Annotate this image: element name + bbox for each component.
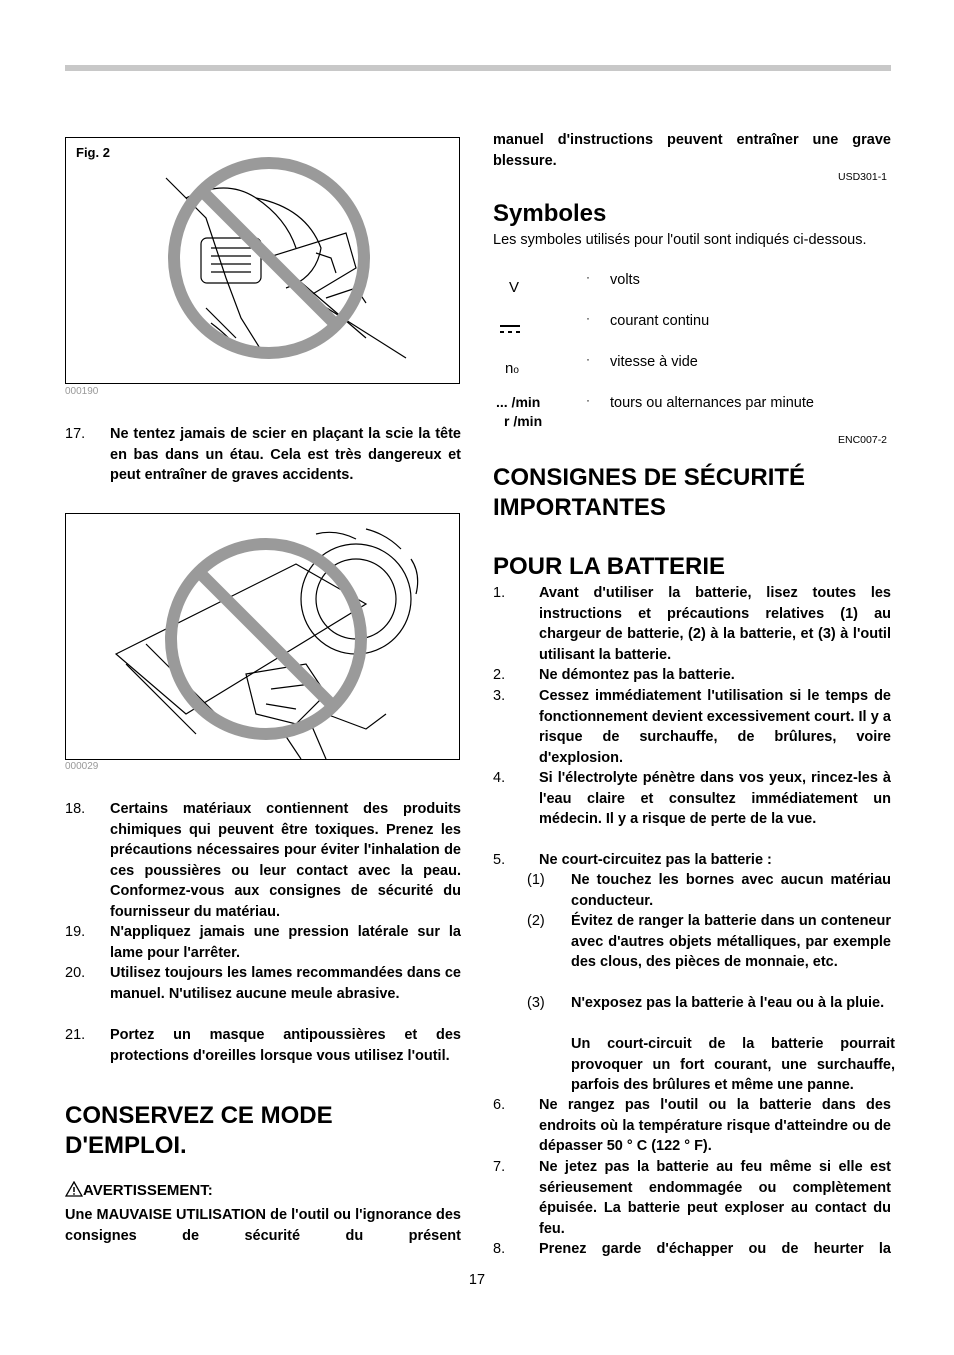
item-number: 5. bbox=[493, 852, 506, 868]
item-number: 6. bbox=[493, 1097, 506, 1113]
item-number: 20. bbox=[65, 965, 86, 981]
battery-item-2 bbox=[493, 665, 891, 686]
warning-continued: manuel d'instructions peuvent entraîner une grave blessure. bbox=[493, 132, 891, 169]
symbol-dot: · bbox=[586, 352, 590, 366]
warning-title: AVERTISSEMENT: bbox=[83, 1182, 213, 1199]
battery-item-1 bbox=[493, 583, 891, 665]
figure-2-code: 000190 bbox=[65, 386, 99, 397]
list-item-21 bbox=[65, 1025, 461, 1066]
symbol-meaning: courant continu bbox=[610, 313, 710, 329]
figure-3-code: 000029 bbox=[65, 761, 99, 772]
figure-label: Fig. 2 bbox=[76, 145, 110, 160]
code-enc007: ENC007-2 bbox=[838, 434, 888, 446]
item-text: Ne touchez les bornes avec aucun matériau conducteur. bbox=[571, 872, 891, 909]
figure-3-illustration bbox=[66, 514, 459, 759]
direct-current-icon bbox=[499, 323, 521, 335]
symbol-dot: · bbox=[586, 393, 590, 407]
header-rule bbox=[65, 65, 891, 71]
page-number: 17 bbox=[468, 1272, 486, 1288]
item-number: 4. bbox=[493, 770, 506, 786]
item-number: (1) bbox=[527, 872, 545, 888]
item-text: Cessez immédiatement l'utilisation si le temps de fonctionnement devient excessivement court. Il y a risque de surchauffe, de brûlures, voire d'explosion. bbox=[539, 688, 891, 766]
save-manual-heading: CONSERVEZ CE MODE D'EMPLOI. bbox=[65, 1102, 333, 1159]
symbol-dot: · bbox=[586, 270, 590, 284]
item-text: Ne tentez jamais de scier en plaçant la scie la tête en bas dans un étau. Cela est très dangereux et peut entraîner de graves accidents. bbox=[110, 426, 461, 483]
symbol-meaning: volts bbox=[610, 272, 640, 288]
item-number: 2. bbox=[493, 667, 506, 683]
symbol-n: n bbox=[505, 360, 514, 377]
warning-triangle-icon bbox=[65, 1181, 83, 1197]
warning-text: Une MAUVAISE UTILISATION de l'outil ou l'ignorance des consignes de sécurité du présent bbox=[65, 1207, 461, 1244]
item-number: 8. bbox=[493, 1241, 506, 1257]
safety-heading-line1: CONSIGNES DE SÉCURITÉ bbox=[493, 464, 806, 491]
item-text: N'exposez pas la batterie à l'eau ou à la pluie. bbox=[571, 995, 885, 1011]
item-text: Si l'électrolyte pénètre dans vos yeux, rincez-les à l'eau claire et consultez immédiatement un médecin. Il y a risque de perte de la vue. bbox=[539, 770, 891, 827]
battery-subitem-2 bbox=[493, 911, 891, 973]
battery-item-6 bbox=[493, 1095, 891, 1157]
item-number: 19. bbox=[65, 924, 86, 940]
code-usd301: USD301-1 bbox=[838, 171, 888, 183]
item-text: Ne rangez pas l'outil ou la batterie dans des endroits où la température risque d'atteindre ou de dépasser 50 ° C (122 ° F). bbox=[539, 1097, 891, 1154]
symbol-per-minute: ... /min bbox=[496, 394, 541, 410]
battery-item-5 bbox=[493, 850, 891, 871]
list-item-18 bbox=[65, 799, 461, 922]
symbol-dot: · bbox=[586, 311, 590, 325]
item-text: Utilisez toujours les lames recommandées dans ce manuel. N'utilisez aucune meule abrasive. bbox=[110, 965, 461, 1002]
figure-2-illustration bbox=[66, 138, 459, 383]
battery-item-3 bbox=[493, 686, 891, 768]
item-text: N'appliquez jamais une pression latérale sur la lame pour l'arrêter. bbox=[110, 924, 461, 961]
item-text: Avant d'utiliser la batterie, lisez toutes les instructions et précautions relatives (1) au chargeur de batterie, (2) à la batterie, et (3) à l'outil utilisant la batterie. bbox=[539, 585, 891, 663]
list-item-20 bbox=[65, 963, 461, 1004]
item-text: Prenez garde d'échapper ou de heurter la bbox=[539, 1241, 891, 1257]
warning-title-row bbox=[65, 1181, 213, 1199]
battery-item-8 bbox=[493, 1239, 891, 1260]
item-number: 3. bbox=[493, 688, 506, 704]
symbol-meaning: tours ou alternances par minute bbox=[610, 395, 814, 411]
list-item-19 bbox=[65, 922, 461, 963]
item-number: 17. bbox=[65, 426, 86, 442]
battery-subitem-3 bbox=[493, 993, 891, 1014]
item-text: Ne court-circuitez pas la batterie : bbox=[539, 852, 772, 868]
item-text: Évitez de ranger la batterie dans un conteneur avec d'autres objets métalliques, par exemple des clous, des pièces de monnaie, etc. bbox=[571, 913, 891, 970]
battery-item-7 bbox=[493, 1157, 891, 1239]
battery-subitem-1 bbox=[493, 870, 891, 911]
battery-subitem-3-note: Un court-circuit de la batterie pourrait provoquer un fort courant, une surchauffe, parfois des brûlures et même une panne. bbox=[571, 1036, 895, 1093]
item-text: Ne démontez pas la batterie. bbox=[539, 667, 735, 683]
list-item-17 bbox=[65, 424, 461, 486]
battery-item-4 bbox=[493, 768, 891, 830]
figure-3-box bbox=[65, 513, 460, 760]
item-text: Certains matériaux contiennent des produits chimiques qui peuvent être toxiques. Prenez les précautions nécessaires pour éviter l'inhalation de ces poussières ou leur contact avec la peau. Conformez-vous aux consignes de sécurité du fournisseur du matériau. bbox=[110, 801, 461, 920]
item-text: Portez un masque antipoussières et des protections d'oreilles lorsque vous utilisez l'outil. bbox=[110, 1027, 461, 1064]
item-number: 1. bbox=[493, 585, 506, 601]
symbol-meaning: vitesse à vide bbox=[610, 354, 698, 370]
figure-2-box bbox=[65, 137, 460, 384]
item-number: (2) bbox=[527, 913, 545, 929]
item-number: 21. bbox=[65, 1027, 86, 1043]
symbol-no-load-speed: no bbox=[505, 360, 519, 377]
symbols-intro: Les symboles utilisés pour l'outil sont indiqués ci-dessous. bbox=[493, 232, 867, 248]
symbol-volts: V bbox=[509, 279, 520, 296]
item-number: (3) bbox=[527, 995, 545, 1011]
symbol-rpm: r /min bbox=[504, 413, 543, 429]
item-number: 18. bbox=[65, 801, 86, 817]
battery-heading: POUR LA BATTERIE bbox=[493, 553, 725, 580]
symbols-heading: Symboles bbox=[493, 200, 607, 227]
safety-heading-line2: IMPORTANTES bbox=[493, 494, 666, 521]
item-number: 7. bbox=[493, 1159, 506, 1175]
item-text: Ne jetez pas la batterie au feu même si elle est sérieusement endommagée ou complètement épuisée. La batterie peut exploser au contact du feu. bbox=[539, 1159, 891, 1237]
